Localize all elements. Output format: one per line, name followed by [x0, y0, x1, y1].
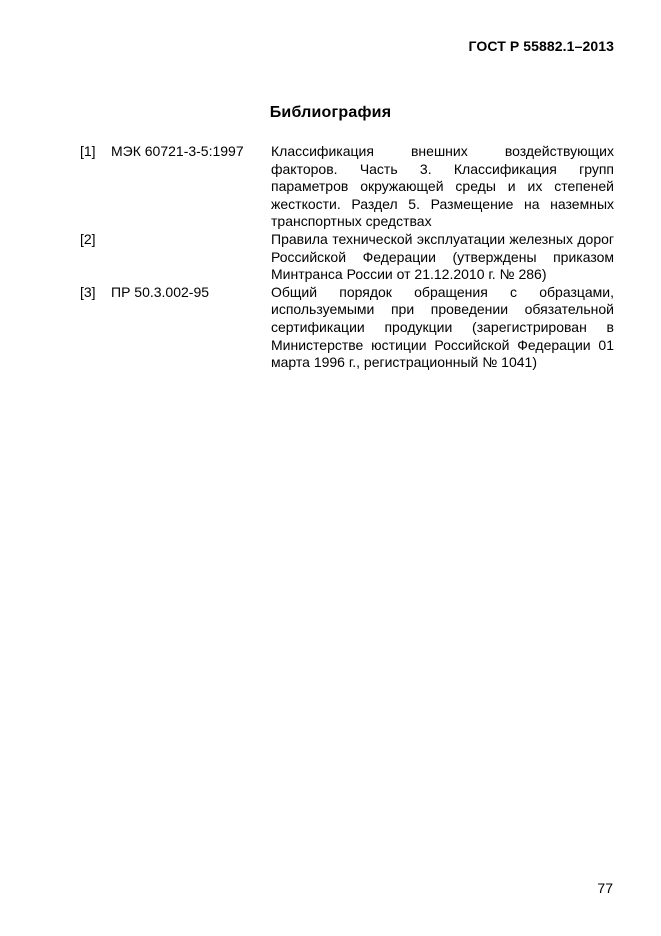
bibliography-entry	[80, 284, 614, 372]
entry-description: Общий порядок обращения с образцами, используемыми при проведении обязательной сертификации продукции (зарегистрирован в Министерстве юстиции Российской Федерации 01 марта 1996 г., регистрационный № 1041)	[271, 283, 614, 371]
entry-number: [2]	[80, 230, 96, 247]
bibliography-list	[80, 143, 614, 372]
entry-number: [1]	[80, 143, 96, 159]
entry-code: МЭК 60721-3-5:1997	[111, 143, 244, 159]
standard-code-header: ГОСТ Р 55882.1–2013	[468, 38, 614, 54]
page-title: Библиография	[269, 104, 392, 121]
page-number: 77	[597, 880, 613, 896]
bibliography-entry	[80, 231, 614, 284]
bibliography-entry	[80, 143, 614, 231]
entry-number: [3]	[80, 283, 96, 300]
entry-code: ПР 50.3.002-95	[111, 283, 210, 300]
entry-description: Правила технической эксплуатации железных дорог Российской Федерации (утверждены приказом Минтранса России от 21.12.2010 г. № 286)	[271, 230, 614, 283]
entry-description: Классификация внешних воздействующих факторов. Часть 3. Классификация групп параметров окружающей среды и их степеней жесткости. Раздел 5. Размещение на наземных транспортных средствах	[271, 143, 614, 230]
